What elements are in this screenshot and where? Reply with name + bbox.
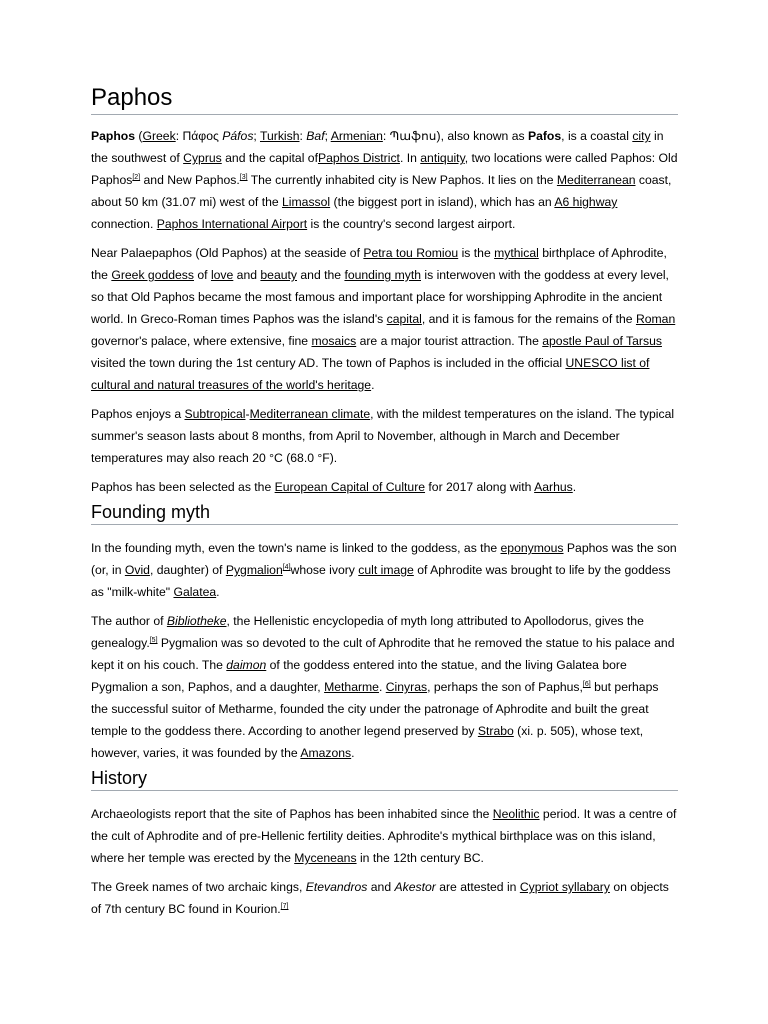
intro-paragraph-4 [91,476,678,498]
text: visited the town during the 1st century AD. The town of Paphos is included in the official [91,356,566,370]
citation-3[interactable]: [3] [239,174,248,181]
text: - [245,407,250,421]
text: , two locations were called Paphos: Old Paphos [91,151,678,187]
intro-paragraph-1 [91,125,678,235]
text: in the 12th century BC. [356,851,484,865]
citation-6[interactable]: [6] [582,681,591,688]
link-love[interactable]: love [210,268,234,282]
link-daimon[interactable]: daimon [226,658,267,672]
text: , daughter) of [149,563,226,577]
text: coast, about 50 km (31.07 mi) west of the [91,173,672,209]
text: ; [253,129,260,143]
text: in the southwest of [91,129,664,165]
text: are a major tourist attraction. The [356,334,543,348]
text: The currently inhabited city is New Paphos. It lies on the [247,173,557,187]
text: are attested in [435,880,520,894]
text: . [216,585,220,599]
text: connection. [91,217,157,231]
text: In the founding myth, even the town's name is linked to the goddess, as the [91,541,501,555]
link-petra-tou-romiou[interactable]: Petra tou Romiou [363,246,459,260]
text: of [194,268,211,282]
text: and [233,268,261,282]
link-antiquity[interactable]: antiquity [420,151,465,165]
link-ovid[interactable]: Ovid [124,563,150,577]
text: Paphos was the son (or, in [91,541,677,577]
text: , and it is famous for the remains of the [421,312,636,326]
link-neolithic[interactable]: Neolithic [492,807,540,821]
text: . [572,480,577,494]
text: Pygmalion was so devoted to the cult of Aphrodite that he removed the statue to his palace and kept it on his couch. The [91,636,675,672]
founding-paragraph-1 [91,537,678,603]
link-apostle-paul[interactable]: apostle Paul of Tarsus [542,334,662,348]
italic-text: Etevandros [305,880,368,894]
text: on objects of 7th century BC found in Kourion. [91,880,669,916]
intro-paragraph-3 [91,403,678,469]
text: , perhaps the son of Paphus, [427,680,583,694]
page-title: Paphos [91,82,678,115]
link-myceneans[interactable]: Myceneans [294,851,357,865]
text: , with the mildest temperatures on the island. The typical summer's season lasts about 8 months, from April to November, although in March and December temperatures may also reach 20 °C (68.0 °F). [91,407,675,465]
link-cult-image[interactable]: cult image [358,563,414,577]
history-paragraph-2 [91,876,678,920]
link-capital[interactable]: capital [386,312,422,326]
text: governor's palace, where extensive, fine [91,334,312,348]
bold-term: Paphos [91,129,136,143]
text: (xi. p. 505), whose text, however, varies, it was founded by the [91,724,644,760]
link-cinyras[interactable]: Cinyras [385,680,428,694]
link-limassol[interactable]: Limassol [282,195,331,209]
link-aarhus[interactable]: Aarhus [534,480,573,494]
bold-term: Pafos [527,129,562,143]
text: and [367,880,395,894]
link-cyprus[interactable]: Cyprus [183,151,222,165]
text: of Aphrodite was brought to life by the goddess as "milk-white" [91,563,671,599]
citation-5[interactable]: [5] [149,637,158,644]
text: The author of [91,614,167,628]
intro-paragraph-2 [91,242,678,396]
italic-text: Akestor [394,880,436,894]
link-beauty[interactable]: beauty [260,268,297,282]
text: Archaeologists report that the site of Paphos has been inhabited since the [91,807,493,821]
text: Paphos enjoys a [91,407,185,421]
link-turkish[interactable]: Turkish [259,129,300,143]
link-unesco[interactable]: UNESCO list of cultural and natural treasures of the world's heritage [91,356,650,392]
text: whose ivory [290,563,359,577]
history-paragraph-1 [91,803,678,869]
link-pygmalion[interactable]: Pygmalion [225,563,283,577]
link-bibliotheke[interactable]: Bibliotheke [166,614,227,628]
text: is the country's second largest airport. [307,217,516,231]
text: : [299,129,307,143]
link-founding-myth[interactable]: founding myth [344,268,421,282]
section-heading-founding-myth: Founding myth [91,500,678,525]
text: of the goddess entered into the statue, and the living Galatea bore Pygmalion a son, Paphos, and a daughter, [91,658,627,694]
text: Near Palaepaphos (Old Paphos) at the seaside of [91,246,364,260]
link-mediterranean-climate[interactable]: Mediterranean climate [249,407,371,421]
text: but perhaps the successful suitor of Metharme, founded the city under the patronage of Aphrodite and built the great temple to the goddess there. According to another legend preserved by [91,680,659,738]
link-greek-goddess[interactable]: Greek goddess [111,268,194,282]
link-strabo[interactable]: Strabo [477,724,514,738]
text: and New Paphos. [140,173,240,187]
founding-paragraph-2 [91,610,678,764]
text: birthplace of Aphrodite, the [91,246,667,282]
citation-2[interactable]: [2] [132,174,141,181]
link-mosaics[interactable]: mosaics [311,334,357,348]
text: ( [135,129,143,143]
text: ; [324,129,331,143]
text: . In [399,151,421,165]
link-cypriot-syllabary[interactable]: Cypriot syllabary [519,880,610,894]
text: . [378,680,386,694]
link-paphos-airport[interactable]: Paphos International Airport [156,217,308,231]
italic-text: Baf [306,129,325,143]
section-heading-history: History [91,766,678,791]
text: : Πάφος [175,129,223,143]
text: and the [297,268,345,282]
link-mediterranean[interactable]: Mediterranean [556,173,636,187]
text: , is a coastal [561,129,633,143]
text: and the capital of [221,151,318,165]
link-a6-highway[interactable]: A6 highway [554,195,618,209]
text: for 2017 along with [425,480,535,494]
text: . [351,746,355,760]
link-eponymous[interactable]: eponymous [500,541,564,555]
italic-text: Páfos [222,129,254,143]
link-galatea[interactable]: Galatea [173,585,217,599]
link-greek[interactable]: Greek [142,129,176,143]
citation-4[interactable]: [4] [282,564,291,571]
text: (the biggest port in island), which has an [330,195,555,209]
link-subtropical[interactable]: Subtropical [184,407,246,421]
text: The Greek names of two archaic kings, [91,880,306,894]
text: . [371,378,375,392]
text: is the [458,246,495,260]
text: , the Hellenistic encyclopedia of myth long attributed to Apollodorus, gives the genealogy. [91,614,644,650]
text: period. It was a centre of the cult of Aphrodite and of pre-Hellenic fertility deities. Aphrodite's mythical birthplace was on this island, where her temple was erected by the [91,807,677,865]
link-european-capital-of-culture[interactable]: European Capital of Culture [274,480,426,494]
text: Paphos has been selected as the [91,480,275,494]
link-roman[interactable]: Roman [635,312,676,326]
link-armenian[interactable]: Armenian [330,129,383,143]
text: is interwoven with the goddess at every level, so that Old Paphos became the most famous and important place for worshipping Aphrodite in the ancient world. In Greco-Roman times Paphos was the island's [91,268,669,326]
text: : Պաֆոս), also known as [382,129,528,143]
link-paphos-district[interactable]: Paphos District [317,151,400,165]
link-amazons[interactable]: Amazons [300,746,352,760]
link-metharme[interactable]: Metharme [324,680,379,694]
citation-7[interactable]: [7] [280,903,289,910]
link-city[interactable]: city [632,129,651,143]
link-mythical[interactable]: mythical [494,246,539,260]
